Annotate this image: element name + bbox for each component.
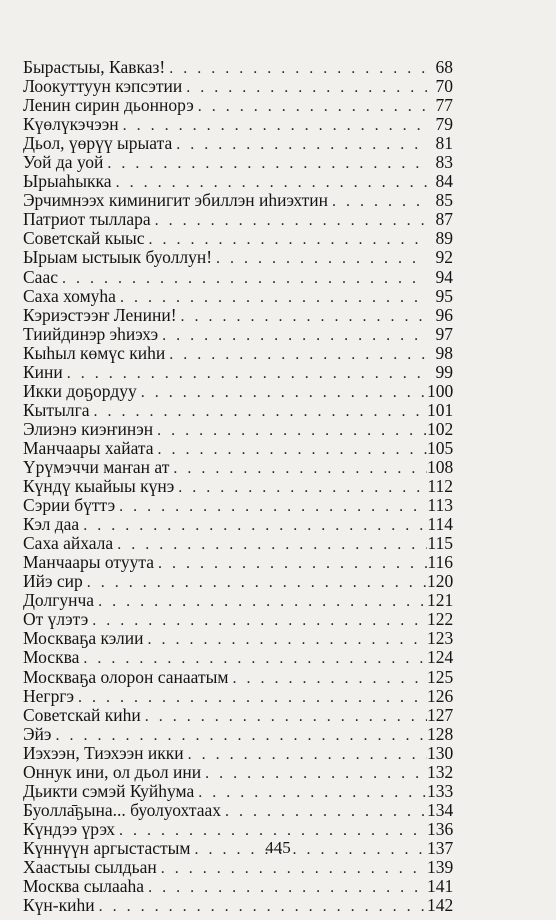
toc-entry-page: 141	[427, 876, 454, 897]
toc-entry-title: Буолла̄ҕына... буолуохтаах	[23, 799, 221, 820]
dot-leader	[99, 897, 427, 916]
toc-entry	[23, 648, 453, 667]
dot-leader	[120, 288, 427, 307]
toc-entry-title: Москва	[23, 647, 80, 668]
dot-leader	[176, 135, 427, 154]
dot-leader	[198, 783, 427, 802]
toc-entry-title: Лоокуттуун кэпсэтии	[23, 76, 183, 97]
toc-entry-page: 105	[427, 437, 454, 458]
toc-entry-title: Күндү кыайыы күнэ	[23, 476, 175, 497]
toc-entry-page: 134	[427, 799, 454, 820]
dot-leader	[332, 192, 427, 211]
page-number: 445	[265, 838, 291, 857]
toc-entry-page: 125	[427, 666, 454, 687]
table-of-contents	[23, 58, 453, 915]
toc-entry-page: 98	[435, 342, 453, 363]
toc-entry	[23, 572, 453, 591]
dot-leader	[119, 497, 427, 516]
toc-entry	[23, 77, 453, 96]
toc-entry-page: 130	[427, 742, 454, 763]
toc-entry-page: 112	[427, 476, 453, 497]
dot-leader	[173, 459, 427, 478]
toc-entry-page: 121	[427, 590, 454, 611]
dot-leader	[155, 211, 427, 230]
toc-entry	[23, 268, 453, 287]
toc-entry-title: Дьол, үөрүү ырыата	[23, 133, 173, 154]
dot-leader	[181, 307, 427, 326]
toc-entry-page: 84	[435, 171, 453, 192]
toc-entry	[23, 763, 453, 782]
toc-entry-page: 137	[427, 837, 454, 858]
toc-entry-page: 101	[427, 399, 454, 420]
dot-leader	[161, 859, 427, 878]
toc-entry	[23, 515, 453, 534]
toc-entry-title: От үлэтэ	[23, 609, 89, 630]
toc-entry-title: Кэл даа	[23, 514, 80, 535]
toc-entry-title: Ленин сирин дьоннорэ	[23, 95, 194, 116]
toc-entry-title: Патриот тыллара	[23, 209, 151, 230]
toc-entry-page: 132	[427, 761, 454, 782]
toc-entry-title: Советскай кыыс	[23, 228, 145, 249]
toc-entry	[23, 877, 453, 896]
toc-entry	[23, 325, 453, 344]
dot-leader	[205, 764, 427, 783]
toc-entry-title: Бырастыы, Кавказ!	[23, 57, 166, 77]
toc-entry-page: 113	[427, 495, 453, 516]
toc-entry-page: 70	[435, 76, 453, 97]
toc-entry	[23, 534, 453, 553]
toc-entry	[23, 229, 453, 248]
toc-entry-page: 114	[427, 514, 453, 535]
toc-entry	[23, 496, 453, 515]
dot-leader	[83, 516, 427, 535]
toc-entry-page: 81	[435, 133, 453, 154]
toc-entry	[23, 382, 453, 401]
toc-entry	[23, 115, 453, 134]
dot-leader	[83, 649, 427, 668]
dot-leader	[158, 554, 427, 573]
toc-entry-title: Хаастыы сылдьан	[23, 856, 157, 877]
toc-entry-title: Иэхээн, Тиэхээн икки	[23, 742, 184, 763]
dot-leader	[147, 630, 427, 649]
toc-entry	[23, 58, 453, 77]
toc-entry-title: Кини	[23, 361, 63, 382]
toc-entry-title: Ийэ сир	[23, 571, 83, 592]
toc-entry	[23, 706, 453, 725]
toc-entry-title: Күндээ үрэх	[23, 818, 116, 839]
dot-leader	[186, 78, 427, 97]
toc-entry-page: 100	[427, 380, 454, 401]
dot-leader	[78, 688, 427, 707]
toc-entry	[23, 96, 453, 115]
toc-entry	[23, 439, 453, 458]
toc-entry-title: Кэриэстээҥ Ленини!	[23, 304, 177, 325]
dot-leader	[216, 249, 427, 268]
toc-entry-page: 83	[435, 152, 453, 173]
toc-entry-page: 79	[435, 114, 453, 135]
toc-entry-title: Күннүүн аргыстастым	[23, 837, 191, 858]
toc-entry	[23, 553, 453, 572]
toc-entry	[23, 134, 453, 153]
toc-entry-page: 99	[435, 361, 453, 382]
toc-entry	[23, 801, 453, 820]
toc-entry-page: 124	[427, 647, 454, 668]
toc-entry-title: Саас	[23, 266, 58, 287]
toc-entry-title: Оннук ини, ол дьол ини	[23, 761, 202, 782]
toc-entry	[23, 820, 453, 839]
toc-entry	[23, 687, 453, 706]
dot-leader	[225, 802, 427, 821]
toc-entry-title: Кыһыл көмүс киһи	[23, 342, 166, 363]
toc-entry-title: Москваҕа кэлии	[23, 628, 144, 649]
toc-entry	[23, 248, 453, 267]
toc-entry-title: Саха айхала	[23, 533, 114, 554]
toc-entry-page: 97	[435, 323, 453, 344]
dot-leader	[141, 383, 427, 402]
toc-entry-title: Күн-киһи	[23, 895, 95, 916]
toc-entry-page: 122	[427, 609, 454, 630]
toc-entry-page: 139	[427, 856, 454, 877]
toc-entry-page: 115	[427, 533, 453, 554]
toc-entry-title: Кытылга	[23, 399, 90, 420]
toc-entry	[23, 591, 453, 610]
toc-entry-page: 126	[427, 685, 454, 706]
toc-entry-page: 87	[435, 209, 453, 230]
toc-entry	[23, 744, 453, 763]
toc-entry-title: Москваҕа олорон санаатым	[23, 666, 229, 687]
toc-entry-page: 89	[435, 228, 453, 249]
toc-entry-page: 94	[435, 266, 453, 287]
toc-entry-title: Элиэнэ киэҥинэн	[23, 418, 154, 439]
toc-entry	[23, 153, 453, 172]
toc-entry-page: 77	[435, 95, 453, 116]
toc-entry-page: 142	[427, 895, 454, 916]
toc-entry	[23, 896, 453, 915]
toc-entry	[23, 458, 453, 477]
dot-leader	[188, 745, 427, 764]
toc-entry	[23, 287, 453, 306]
toc-entry-title: Тиийдинэр эһиэхэ	[23, 323, 159, 344]
toc-entry	[23, 858, 453, 877]
toc-entry	[23, 477, 453, 496]
dot-leader	[157, 421, 427, 440]
toc-entry-title: Манчаары отуута	[23, 552, 154, 573]
toc-entry	[23, 420, 453, 439]
toc-entry	[23, 210, 453, 229]
dot-leader	[98, 592, 427, 611]
toc-entry-page: 102	[427, 418, 454, 439]
toc-entry-page: 96	[435, 304, 453, 325]
toc-entry-page: 108	[427, 456, 454, 477]
dot-leader	[117, 535, 427, 554]
dot-leader	[87, 573, 427, 592]
dot-leader	[148, 878, 427, 897]
dot-leader	[169, 345, 427, 364]
toc-entry	[23, 344, 453, 363]
toc-entry-title: Долгунча	[23, 590, 95, 611]
toc-entry-title: Үрүмэччи маҥан ат	[23, 456, 170, 477]
dot-leader	[169, 59, 427, 78]
toc-entry-title: Ырыам ыстыык буоллун!	[23, 247, 213, 268]
toc-entry-title: Советскай киһи	[23, 704, 141, 725]
toc-entry	[23, 725, 453, 744]
toc-entry-page: 92	[435, 247, 453, 268]
toc-entry	[23, 668, 453, 687]
toc-entry-title: Сэрии бүттэ	[23, 495, 116, 516]
toc-entry	[23, 610, 453, 629]
dot-leader	[198, 97, 427, 116]
toc-entry	[23, 782, 453, 801]
toc-entry-page: 116	[427, 552, 453, 573]
toc-entry-title: Манчаары хайата	[23, 437, 154, 458]
toc-entry-page: 120	[427, 571, 454, 592]
toc-entry-page: 123	[427, 628, 454, 649]
dot-leader	[94, 402, 427, 421]
toc-entry-page: 136	[427, 818, 454, 839]
toc-entry-title: Негргэ	[23, 685, 75, 706]
toc-entry	[23, 363, 453, 382]
dot-leader	[162, 326, 427, 345]
toc-entry-title: Эйэ	[23, 723, 52, 744]
toc-entry	[23, 401, 453, 420]
toc-entry-page: 127	[427, 704, 454, 725]
toc-entry-title: Күөлүкэчээн	[23, 114, 119, 135]
dot-leader	[178, 478, 427, 497]
dot-leader	[232, 669, 427, 688]
toc-entry-page: 128	[427, 723, 454, 744]
toc-entry-title: Саха хомуһа	[23, 285, 116, 306]
toc-entry-page: 95	[435, 285, 453, 306]
toc-entry-title: Ырыаһыкка	[23, 171, 112, 192]
toc-entry-title: Дьикти сэмэй Куйһума	[23, 780, 195, 801]
dot-leader	[107, 154, 427, 173]
toc-entry-page: 85	[435, 190, 453, 211]
dot-leader	[158, 440, 427, 459]
toc-entry	[23, 629, 453, 648]
dot-leader	[67, 364, 427, 383]
dot-leader	[55, 726, 427, 745]
toc-entry	[23, 172, 453, 191]
toc-entry-title: Уой да уой	[23, 152, 104, 173]
toc-entry-page: 133	[427, 780, 454, 801]
toc-entry	[23, 191, 453, 210]
toc-entry-page: 68	[435, 57, 453, 77]
toc-entry-title: Москва сылааһа	[23, 876, 145, 897]
toc-entry	[23, 306, 453, 325]
dot-leader	[62, 269, 427, 288]
toc-entry-title: Эрчимнээх киминигит эбиллэн иһиэхтин	[23, 190, 329, 211]
toc-entry-title: Икки доҕордуу	[23, 380, 137, 401]
dot-leader	[145, 707, 427, 726]
